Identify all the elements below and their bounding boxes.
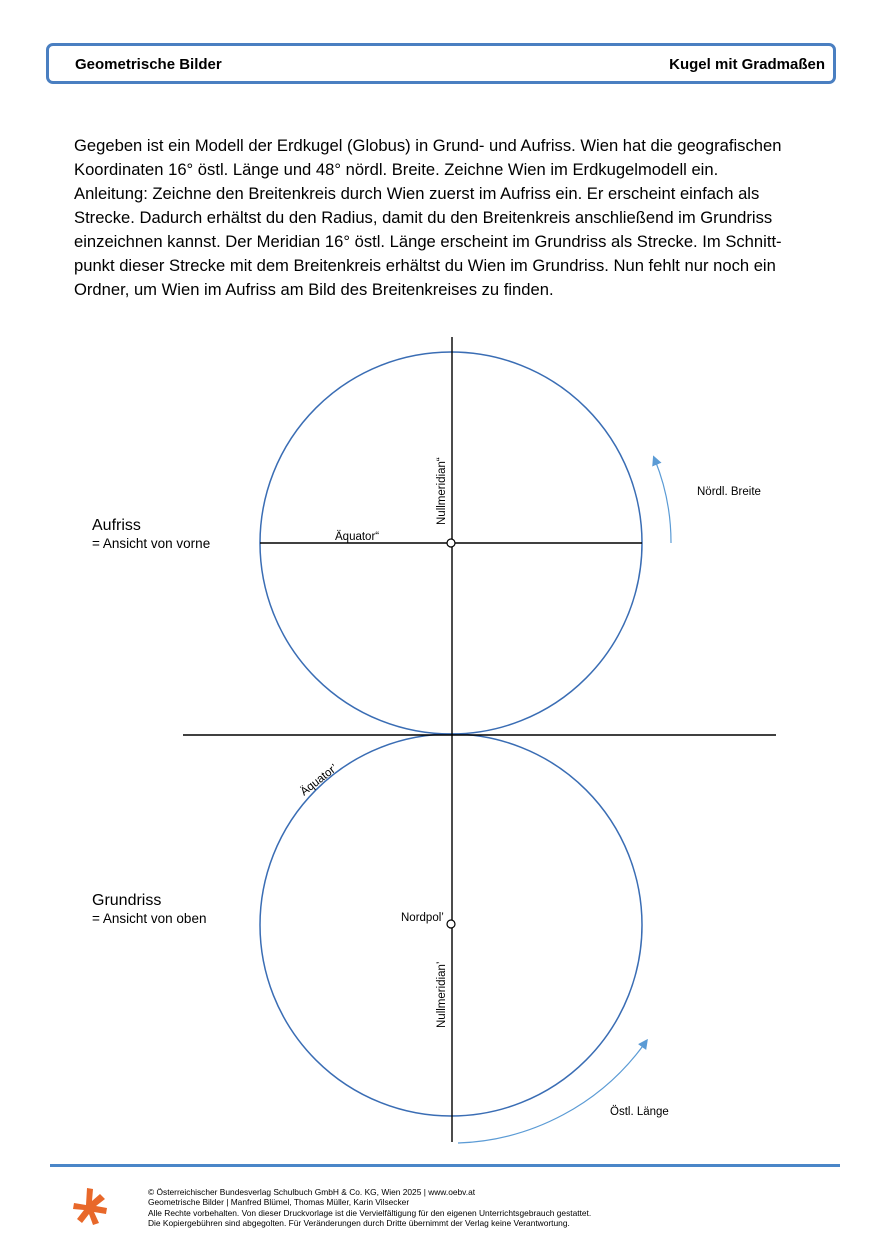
nordpol-point [447, 920, 455, 928]
intro-line: Gegeben ist ein Modell der Erdkugel (Globus) in Grund- und Aufriss. Wien hat die geografischen [74, 136, 782, 155]
footer-line: Alle Rechte vorbehalten. Von dieser Druckvorlage ist die Vervielfältigung für den eigenen Unterrichtsgebrauch gestattet. [148, 1207, 592, 1218]
noerdl-breite-arrow [655, 460, 671, 543]
intro-line: punkt dieser Strecke mit dem Breitenkreis erhältst du Wien im Grundriss. Nun fehlt nur noch ein [74, 256, 776, 275]
footer-line: Die Kopiergebühren sind abgegolten. Für Veränderungen durch Dritte übernimmt der Verlag keine Verantwortung. [148, 1218, 570, 1229]
aequator-label-grundriss: Äquator’ [298, 762, 340, 799]
footer-line: Geometrische Bilder | Manfred Blümel, Thomas Müller, Karin Vilsecker [148, 1197, 410, 1208]
center-point-aufriss [447, 539, 455, 547]
intro-line: Koordinaten 16° östl. Länge und 48° nördl. Breite. Zeichne Wien im Erdkugelmodell ein. [74, 160, 719, 179]
oestl-laenge-label: Östl. Länge [610, 1106, 669, 1118]
header-topic: Kugel mit Gradmaßen [669, 56, 825, 73]
grundriss-label [92, 891, 206, 927]
nullmeridian-label-aufriss: Nullmeridian“ [436, 457, 448, 525]
oestl-laenge-arrow [458, 1043, 645, 1143]
intro-line: Ordner, um Wien im Aufriss am Bild des Breitenkreises zu finden. [74, 280, 554, 299]
intro-line: Strecke. Dadurch erhältst du den Radius, damit du den Breitenkreis anschließend im Grundriss [74, 208, 773, 227]
grundriss-subtitle: = Ansicht von oben [92, 911, 207, 926]
nordpol-label: Nordpol’ [401, 912, 444, 924]
aequator-label-aufriss: Äquator“ [335, 531, 380, 543]
footer-copyright [148, 1187, 591, 1229]
intro-line: einzeichnen kannst. Der Meridian 16° östl. Länge erscheint im Grundriss als Strecke. Im Schnitt- [74, 232, 782, 251]
publisher-logo-icon [70, 1186, 110, 1226]
header-title: Geometrische Bilder [75, 56, 222, 73]
footer-divider [50, 1164, 840, 1167]
intro-line: Anleitung: Zeichne den Breitenkreis durch Wien zuerst im Aufriss ein. Er erscheint einfach als [74, 184, 760, 203]
aufriss-title: Aufriss [92, 517, 141, 534]
nullmeridian-label-grundriss: Nullmeridian’ [436, 961, 448, 1028]
noerdl-breite-label: Nördl. Breite [697, 486, 761, 498]
grundriss-title: Grundriss [92, 892, 162, 909]
footer-line: © Österreichischer Bundesverlag Schulbuch GmbH & Co. KG, Wien 2025 | www.oebv.at [148, 1187, 476, 1197]
aufriss-subtitle: = Ansicht von vorne [92, 536, 211, 551]
aufriss-label [92, 516, 210, 552]
